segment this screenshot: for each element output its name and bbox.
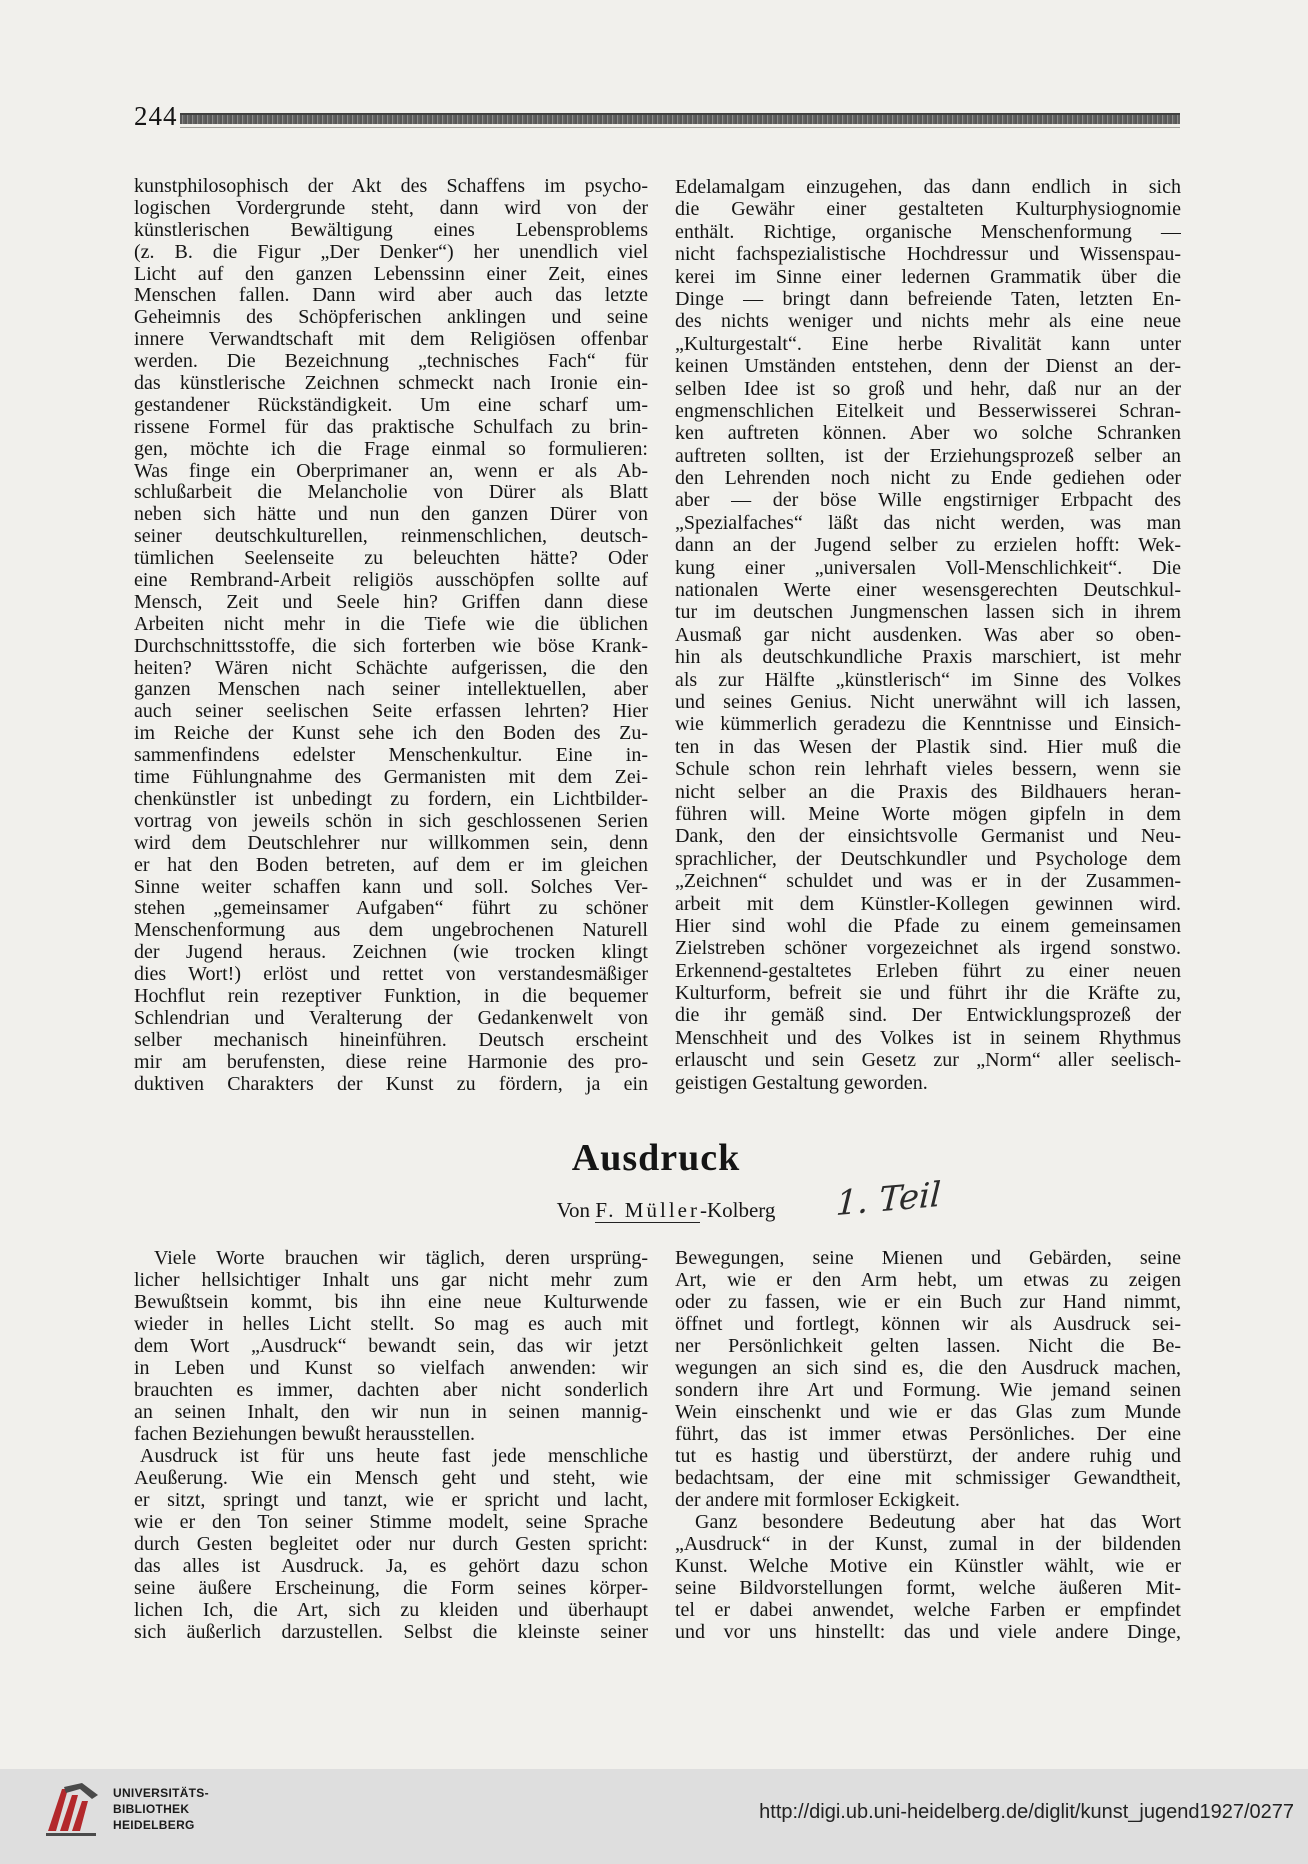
text-line: führt, das ist immer etwas Persönliches. Der eine — [675, 1423, 1181, 1445]
text-line: arbeit mit dem Künstler-Kollegen gewinnen wird. — [675, 892, 1181, 915]
library-name-line: HEIDELBERG — [113, 1818, 195, 1832]
text-line: „Kulturgestalt“. Eine herbe Rivalität kann unter — [675, 332, 1181, 355]
text-line: tur im deutschen Jungmenschen lassen sich in ihrem — [675, 601, 1181, 624]
text-line: ken auftreten können. Aber wo solche Schranken — [675, 422, 1181, 445]
library-name — [113, 1785, 209, 1833]
text-line: aber — der böse Wille engstirniger Erbpacht des — [675, 489, 1181, 512]
text-line: brauchten es immer, dachten aber nicht sonderlich — [134, 1379, 648, 1401]
text-line: duktiven Charakters der Kunst zu fördern, ja ein — [134, 1073, 648, 1095]
text-line: wie kümmerlich geradezu die Kenntnisse und Einsich- — [675, 713, 1181, 736]
text-line: das künstlerische Zeichnen schmeckt nach Ironie ein- — [134, 373, 648, 395]
text-line: Zielstreben schöner vorgezeichnet als irgend sonstwo. — [675, 937, 1181, 960]
text-line: geistigen Gestaltung geworden. — [675, 1071, 928, 1094]
text-line: Dinge — bringt dann befreiende Taten, letzten En- — [675, 287, 1181, 310]
text-line: tümlichen Seelenseite zu beleuchten hätte? Oder — [134, 548, 648, 570]
text-line: Was finge ein Oberprimaner an, wenn er als Ab- — [134, 460, 648, 482]
byline — [466, 1196, 866, 1224]
text-line: tel er dabei anwendet, welche Farben er empfindet — [675, 1599, 1181, 1621]
text-line: durch Gesten begleitet oder nur durch Gesten spricht: — [134, 1533, 648, 1555]
text-line: künstlerischen Bewältigung eines Lebensproblems — [134, 219, 648, 241]
text-line: vortrag von jeweils schön in sich geschlossenen Serien — [134, 810, 648, 832]
text-line: sprachlicher, der Deutschkundler und Psychologe dem — [675, 847, 1181, 870]
text-line: (z. B. die Figur „Der Denker“) her unendlich viel — [134, 241, 648, 263]
text-line: „Ausdruck“ in der Kunst, zumal in der bildenden — [675, 1533, 1181, 1555]
library-name-line: BIBLIOTHEK — [113, 1802, 190, 1816]
text-line: ten in das Wesen der Plastik sind. Hier muß die — [675, 735, 1181, 758]
text-line: auch seiner seelischen Seite erfassen lehrten? Hier — [134, 701, 648, 723]
text-line: erlauscht und sein Gesetz zur „Norm“ aller seelisch- — [675, 1049, 1181, 1072]
text-line: wieder in helles Licht stellt. So mag es auch mit — [134, 1313, 648, 1335]
text-line: Kulturform, befreit sie und führt ihr die Kräfte zu, — [675, 982, 1181, 1005]
text-line: enthält. Richtige, organische Menschenformung — — [675, 220, 1181, 243]
text-line: nicht fachspezialistische Hochdressur und Wissenspau- — [675, 243, 1181, 266]
text-line: Menschheit und des Volkes ist in seinem Rhythmus — [675, 1026, 1181, 1049]
text-line: Schule schon rein lehrhaft vieles bessern, wenn sie — [675, 758, 1181, 781]
text-line: Licht auf den ganzen Lebenssinn einer Zeit, eines — [134, 263, 648, 285]
text-line: Geheimnis des Schöpferischen anklingen und seine — [134, 307, 648, 329]
source-url: http://digi.ub.uni-heidelberg.de/diglit/kunst_jugend1927/0277 — [759, 1801, 1294, 1823]
text-line: an seinen Inhalt, den wir nun in seinen mannig- — [134, 1401, 648, 1423]
text-line: Edelamalgam einzugehen, das dann endlich in sich — [675, 176, 1181, 198]
text-line: bedachtsam, der eine mit schmissiger Gewandtheit, — [675, 1467, 1181, 1489]
text-line: heiten? Wären nicht Schächte aufgerissen, die den — [134, 657, 648, 679]
header-rule-thin — [180, 127, 1180, 128]
text-line: wegungen an sich sind es, die den Ausdruck machen, — [675, 1357, 1181, 1379]
text-line: Aeußerung. Wie ein Mensch geht und steht, wie — [134, 1467, 648, 1489]
page-number: 244 — [134, 101, 178, 131]
text-line: Ganz besondere Bedeutung aber hat das Wort — [695, 1511, 1181, 1533]
text-line: Sinne weiter schaffen kann und soll. Solches Ver- — [134, 876, 648, 898]
text-line: dem Wort „Ausdruck“ bewandt sein, das wir jetzt — [134, 1335, 648, 1357]
library-footer — [0, 1769, 1308, 1864]
text-line: sammenfindens edelster Menschenkultur. Eine in- — [134, 745, 648, 767]
text-line: Durchschnittsstoffe, die sich forterben wie böse Krank- — [134, 635, 648, 657]
text-line: der andere mit formloser Eckigkeit. — [675, 1489, 960, 1511]
text-line: ganzen Menschen nach seiner intellektuellen, aber — [134, 679, 648, 701]
byline-place: -Kolberg — [699, 1198, 776, 1222]
text-line: im Reiche der Kunst sehe ich den Boden des Zu- — [134, 723, 648, 745]
text-line: wird dem Deutschlehrer nur willkommen sein, denn — [134, 832, 648, 854]
text-line: dies Wort!) erlöst und rettet von verstandesmäßiger — [134, 964, 648, 986]
text-line: hin als deutschkundliche Praxis marschiert, ist mehr — [675, 646, 1181, 669]
text-line: gen, möchte ich die Frage einmal so formulieren: — [134, 438, 648, 460]
text-line: die Gewähr einer gestalteten Kulturphysiognomie — [675, 198, 1181, 221]
text-line: stehen „gemeinsamer Aufgaben“ führt zu schöner — [134, 898, 648, 920]
text-line: und vor uns hinstellt: das und viele andere Dinge, — [675, 1621, 1181, 1643]
text-line: „Zeichnen“ schuldet und was er in der Zusammen- — [675, 870, 1181, 893]
text-line: chenkünstler ist unbedingt zu fordern, ein Lichtbilder- — [134, 788, 648, 810]
text-line: Schlendrian und Veralterung der Gedankenwelt von — [134, 1007, 648, 1029]
text-line: Menschenformung aus dem ungebrochenen Naturell — [134, 920, 648, 942]
text-line: mir am berufensten, diese reine Harmonie des pro- — [134, 1051, 648, 1073]
text-line: „Spezialfaches“ läßt das nicht werden, was man — [675, 511, 1181, 534]
text-line: er hat den Boden betreten, auf dem er im gleichen — [134, 854, 648, 876]
text-line: der Jugend heraus. Zeichnen (wie trocken klingt — [134, 942, 648, 964]
text-line: kunstphilosophisch der Akt des Schaffens im psycho- — [134, 176, 648, 197]
article-left-column — [134, 1247, 648, 1643]
text-line: eine Rembrand-Arbeit religiös ausschöpfen sollte auf — [134, 570, 648, 592]
text-line: ner Persönlichkeit gelten lassen. Nicht die Be- — [675, 1335, 1181, 1357]
header-rule — [180, 113, 1180, 124]
text-line: Wein einschenkt und wie er das Glas zum Munde — [675, 1401, 1181, 1423]
text-line: lichen Ich, die Art, sich zu kleiden und überhaupt — [134, 1599, 648, 1621]
text-line: nicht selber an die Praxis des Bildhauers heran- — [675, 780, 1181, 803]
text-line: selber mechanisch hineinführen. Deutsch erscheint — [134, 1029, 648, 1051]
text-line: des nichts weniger und nichts mehr als eine neue — [675, 310, 1181, 333]
byline-author: F. Müller — [595, 1198, 700, 1222]
text-line: Ausmaß gar nicht ausdenken. Was aber so oben- — [675, 623, 1181, 646]
text-line: selben Idee ist so groß und hehr, daß nur an der — [675, 377, 1181, 400]
text-line: tut es hastig und überstürzt, der andere ruhig und — [675, 1445, 1181, 1467]
text-line: seine Bildvorstellungen formt, welche äußeren Mit- — [675, 1577, 1181, 1599]
text-line: wie er den Ton seiner Stimme modelt, seine Sprache — [134, 1511, 648, 1533]
text-line: den Lehrenden noch nicht zu Ende gediehen oder — [675, 467, 1181, 490]
text-line: Viele Worte brauchen wir täglich, deren ursprüng- — [154, 1247, 648, 1269]
library-name-line: UNIVERSITÄTS- — [113, 1786, 209, 1800]
text-line: time Fühlungnahme des Germanisten mit dem Zei- — [134, 767, 648, 789]
text-line: führen will. Meine Worte mögen gipfeln in dem — [675, 802, 1181, 825]
text-line: Kunst. Welche Motive ein Künstler wählt, wie er — [675, 1555, 1181, 1577]
text-line: Hier sind wohl die Pfade zu einem gemeinsamen — [675, 914, 1181, 937]
text-line: Bewußtsein kommt, bis ihn eine neue Kulturwende — [134, 1291, 648, 1313]
text-line: engmenschlichen Eitelkeit und Besserwisserei Schran- — [675, 399, 1181, 422]
text-line: seine äußere Erscheinung, die Form seines körper- — [134, 1577, 648, 1599]
text-line: kung einer „universalen Voll-Menschlichkeit“. Die — [675, 556, 1181, 579]
text-line: Mensch, Zeit und Seele hin? Griffen dann diese — [134, 591, 648, 613]
text-line: Ausdruck ist für uns heute fast jede menschliche — [140, 1445, 648, 1467]
text-line: Arbeiten nicht mehr in die Tiefe wie die üblichen — [134, 613, 648, 635]
text-line: oder zu fassen, wie er ein Buch zur Hand nimmt, — [675, 1291, 1181, 1313]
continued-article-right-column — [675, 176, 1181, 1094]
text-line: das alles ist Ausdruck. Ja, es gehört dazu schon — [134, 1555, 648, 1577]
text-line: Erkennend-gestaltetes Erleben führt zu einer neuen — [675, 959, 1181, 982]
continued-article-left-column — [134, 176, 648, 1095]
text-line: kerei im Sinne einer ledernen Grammatik über die — [675, 265, 1181, 288]
text-line: öffnet und fortlegt, können wir als Ausdruck sei- — [675, 1313, 1181, 1335]
text-line: logischen Vordergrunde steht, dann wird von der — [134, 197, 648, 219]
text-line: er sitzt, springt und tanzt, wie er spricht und lacht, — [134, 1489, 648, 1511]
text-line: die ihr gemäß sind. Der Entwicklungsprozeß der — [675, 1004, 1181, 1027]
text-line: keinen Umständen entstehen, denn der Dienst an der- — [675, 355, 1181, 378]
handwritten-note: 1. Teil — [834, 1174, 942, 1225]
text-line: gestandener Rückständigkeit. Um eine scharf um- — [134, 394, 648, 416]
text-line: schlußarbeit die Melancholie von Dürer als Blatt — [134, 482, 648, 504]
text-line: sich äußerlich darzustellen. Selbst die kleinste seiner — [134, 1621, 648, 1643]
text-line: Art, wie er den Arm hebt, um etwas zu zeigen — [675, 1269, 1181, 1291]
text-line: und seines Genius. Nicht unerwähnt will ich lassen, — [675, 690, 1181, 713]
text-line: nationalen Werte einer wesensgerechten Deutschkul- — [675, 579, 1181, 602]
text-line: als zur Hälfte „künstlerisch“ im Sinne des Volkes — [675, 668, 1181, 691]
text-line: fachen Beziehungen bewußt herausstellen. — [134, 1423, 475, 1445]
text-line: Hochflut rein rezeptiver Funktion, in die bequemer — [134, 985, 648, 1007]
text-line: rissene Formel für das praktische Schulfach zu brin- — [134, 416, 648, 438]
text-line: Menschen fallen. Dann wird aber auch das letzte — [134, 285, 648, 307]
text-line: Bewegungen, seine Mienen und Gebärden, seine — [675, 1247, 1181, 1269]
text-line: in Leben und Kunst so vielfach anwenden: wir — [134, 1357, 648, 1379]
byline-prefix: Von — [556, 1198, 591, 1222]
text-line: seiner deutschkulturellen, reinmenschlichen, deutsch- — [134, 526, 648, 548]
text-line: auftreten sollten, ist der Erziehungsprozeß selber an — [675, 444, 1181, 467]
library-logo-icon — [42, 1781, 104, 1839]
text-line: Dank, den der einsichtsvolle Germanist und Neu- — [675, 825, 1181, 848]
text-line: licher hellsichtiger Inhalt uns gar nicht mehr zum — [134, 1269, 648, 1291]
text-line: innere Verwandtschaft mit dem Religiösen offenbar — [134, 329, 648, 351]
text-line: dann an der Jugend selber zu erzielen hofft: Wek- — [675, 534, 1181, 557]
text-line: werden. Die Bezeichnung „technisches Fach“ für — [134, 351, 648, 373]
text-line: sondern ihre Art und Formung. Wie jemand seinen — [675, 1379, 1181, 1401]
article-title: Ausdruck — [571, 1137, 741, 1179]
text-line: neben sich hätte und nun den ganzen Dürer von — [134, 504, 648, 526]
article-right-column — [675, 1247, 1181, 1643]
